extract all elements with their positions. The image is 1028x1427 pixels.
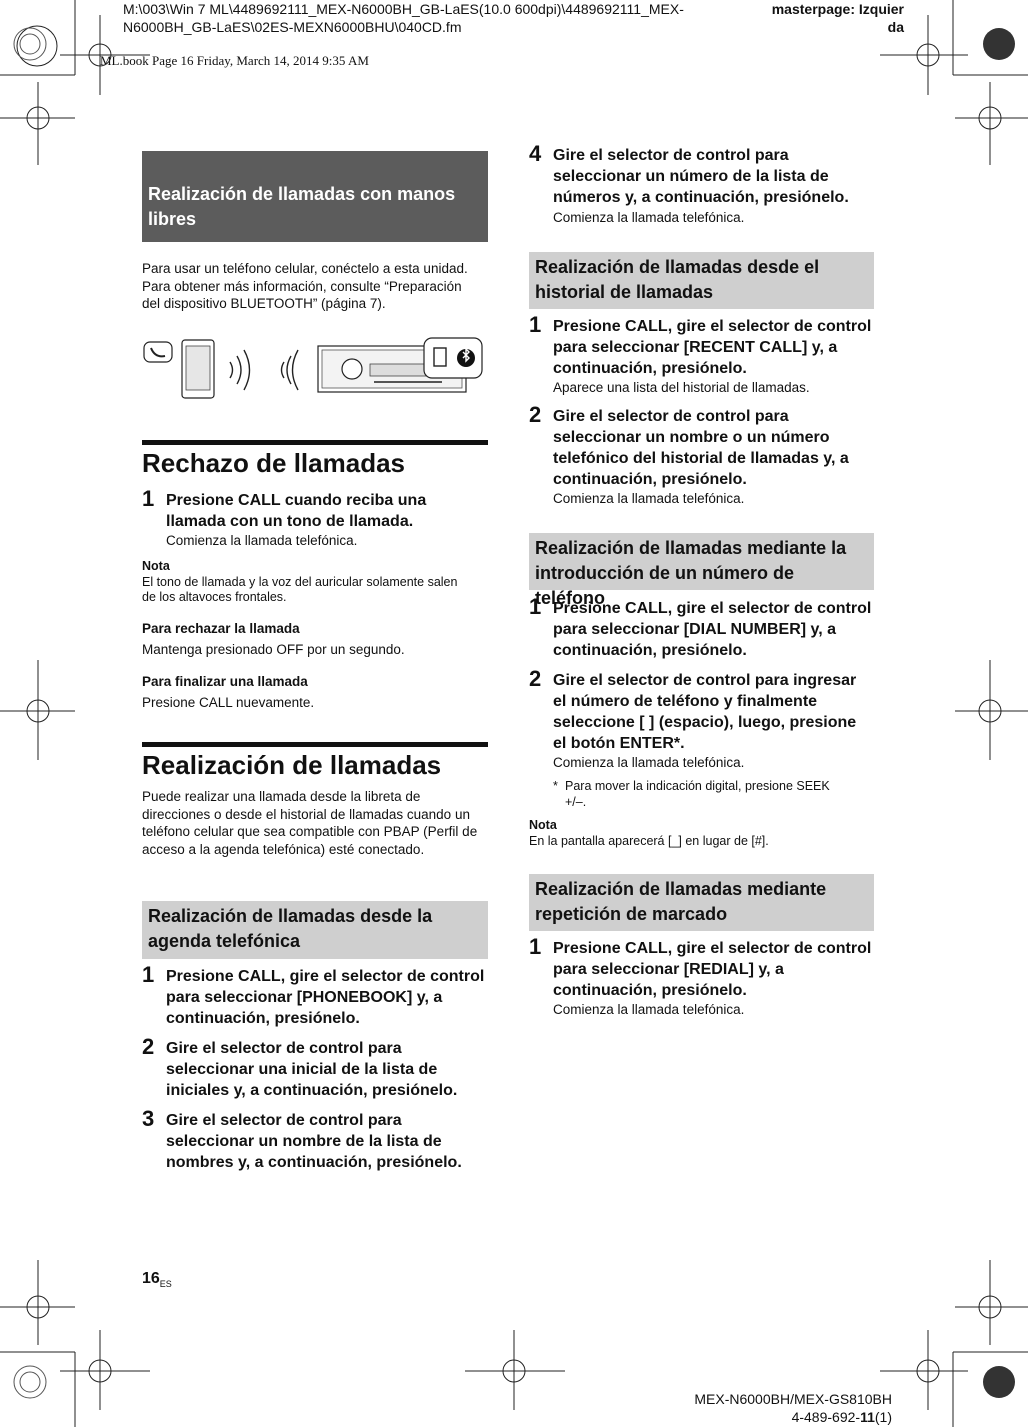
page-number-suffix: ES bbox=[159, 1279, 172, 1290]
step-number: 1 bbox=[529, 934, 542, 959]
step-number: 4 bbox=[529, 141, 542, 166]
end-call-label: Para finalizar una llamada bbox=[142, 674, 308, 689]
dial-footnote bbox=[553, 779, 853, 810]
book-info-line: ML.book Page 16 Friday, March 14, 2014 9:35 AM bbox=[100, 53, 369, 68]
cellular-phone-icon bbox=[182, 340, 214, 398]
step-result: Aparece una lista del historial de llamadas. bbox=[553, 380, 810, 395]
making-calls-title: Realización de llamadas bbox=[142, 750, 442, 780]
step-text: Presione CALL, gire el selector de control para seleccionar [RECENT CALL] y, a continuación, presiónelo. bbox=[553, 318, 872, 377]
reject-call-text: Mantenga presionado OFF por un segundo. bbox=[142, 641, 405, 657]
step-result: Comienza la llamada telefónica. bbox=[553, 210, 745, 225]
step-text: Presione CALL, gire el selector de control para seleccionar [PHONEBOOK] y, a continuación, presiónelo. bbox=[166, 968, 485, 1027]
file-path-header: M:\003\Win 7 ML\4489692111_MEX-N6000BH_GB-LaES(10.0 600dpi)\4489692111_MEX-N6000BH_GB-LaES\02ES-MEXN6000BHU\040CD.fm bbox=[123, 1, 684, 35]
reject-title: Rechazo de llamadas bbox=[142, 448, 405, 478]
step-text: Presione CALL, gire el selector de control para seleccionar [REDIAL] y, a continuación, presiónelo. bbox=[553, 940, 872, 999]
step-number: 1 bbox=[142, 486, 155, 511]
step-number: 2 bbox=[142, 1034, 155, 1059]
dial-section-header bbox=[529, 533, 874, 608]
dial-title: Realización de llamadas mediante la introducción de un número de teléfono bbox=[535, 538, 847, 608]
note-text: En la pantalla aparecerá [_] en lugar de [#]. bbox=[529, 833, 769, 848]
step-result: Comienza la llamada telefónica. bbox=[553, 755, 745, 770]
note-label: Nota bbox=[142, 559, 170, 573]
masterpage-line1: masterpage: Izquier bbox=[771, 1, 904, 17]
page-number bbox=[142, 1270, 172, 1289]
history-title: Realización de llamadas desde el historial de llamadas bbox=[535, 257, 820, 302]
end-call-block bbox=[142, 673, 482, 711]
phone-to-unit-illustration bbox=[142, 334, 488, 406]
step-number: 1 bbox=[529, 312, 542, 337]
signal-waves-icon bbox=[230, 350, 298, 390]
step-number: 1 bbox=[529, 594, 542, 619]
history-section-header bbox=[529, 252, 874, 309]
page-number-value: 16 bbox=[142, 1270, 160, 1287]
reject-note bbox=[142, 559, 472, 606]
masterpage-line2: da bbox=[887, 19, 904, 35]
step-text: Gire el selector de control para seleccionar una inicial de la lista de iniciales y, a continuación, presiónelo. bbox=[166, 1040, 458, 1099]
handsfree-section-header bbox=[142, 151, 488, 242]
phonebook-title: Realización de llamadas desde la agenda telefónica bbox=[148, 906, 433, 951]
step-number: 2 bbox=[529, 666, 542, 691]
step-number: 1 bbox=[142, 962, 155, 987]
step-result: Comienza la llamada telefónica. bbox=[166, 533, 358, 548]
model-code-bold: 11 bbox=[860, 1409, 875, 1425]
step-number: 3 bbox=[142, 1106, 155, 1131]
step-text: Gire el selector de control para seleccionar un nombre de la lista de nombres y, a continuación, presiónelo. bbox=[166, 1112, 462, 1171]
footnote-mark: * bbox=[553, 779, 558, 793]
reject-call-block bbox=[142, 620, 482, 658]
redial-section-header bbox=[529, 874, 874, 931]
step-result: Comienza la llamada telefónica. bbox=[553, 491, 745, 506]
section-rule bbox=[142, 742, 488, 747]
step-result: Comienza la llamada telefónica. bbox=[553, 1002, 745, 1017]
note-label: Nota bbox=[529, 818, 557, 832]
step-text: Gire el selector de control para seleccionar un nombre o un número telefónico del historial de llamadas y, a continuación, presiónelo. bbox=[553, 408, 849, 488]
footnote-text: Para mover la indicación digital, presione SEEK +/–. bbox=[565, 779, 830, 809]
end-call-text: Presione CALL nuevamente. bbox=[142, 694, 315, 710]
step-text: Presione CALL cuando reciba una llamada con un tono de llamada. bbox=[166, 492, 427, 530]
model-code-prefix: 4-489-692- bbox=[791, 1409, 861, 1425]
section-rule bbox=[142, 440, 488, 445]
step-text: Gire el selector de control para ingresar el número de teléfono y finalmente seleccione [ ] (espacio), luego, presione el botón ENTER*. bbox=[553, 672, 857, 752]
making-calls-text: Puede realizar una llamada desde la libreta de direcciones o desde el historial de llamadas cuando un teléfono celular que sea compatible con PBAP (Perfil de acceso a la agenda telefónica) esté conectado. bbox=[142, 789, 478, 857]
phonebook-section-header bbox=[142, 901, 488, 959]
model-code bbox=[650, 1408, 892, 1426]
dial-note bbox=[529, 818, 869, 849]
step-text: Presione CALL, gire el selector de control para seleccionar [DIAL NUMBER] y, a continuación, presiónelo. bbox=[553, 600, 872, 659]
model-footer bbox=[650, 1390, 892, 1426]
reject-call-label: Para rechazar la llamada bbox=[142, 621, 300, 636]
note-text: El tono de llamada y la voz del auricular solamente salen de los altavoces frontales. bbox=[142, 574, 458, 604]
step-text: Gire el selector de control para seleccionar un número de la lista de números y, a continuación, presiónelo. bbox=[553, 147, 849, 206]
step-number: 2 bbox=[529, 402, 542, 427]
redial-title: Realización de llamadas mediante repetición de marcado bbox=[535, 879, 827, 924]
handsfree-text: Para usar un teléfono celular, conéctelo a esta unidad. Para obtener más información, consulte “Preparación del dispositivo BLUETOOTH” (página 7). bbox=[142, 261, 468, 311]
handsfree-title: Realización de llamadas con manos libres bbox=[148, 184, 456, 229]
model-code-suffix: (1) bbox=[874, 1409, 892, 1425]
model-name: MEX-N6000BH/MEX-GS810BH bbox=[694, 1391, 892, 1407]
bluetooth-callout-icon bbox=[424, 338, 482, 378]
phone-call-icon bbox=[144, 342, 172, 362]
